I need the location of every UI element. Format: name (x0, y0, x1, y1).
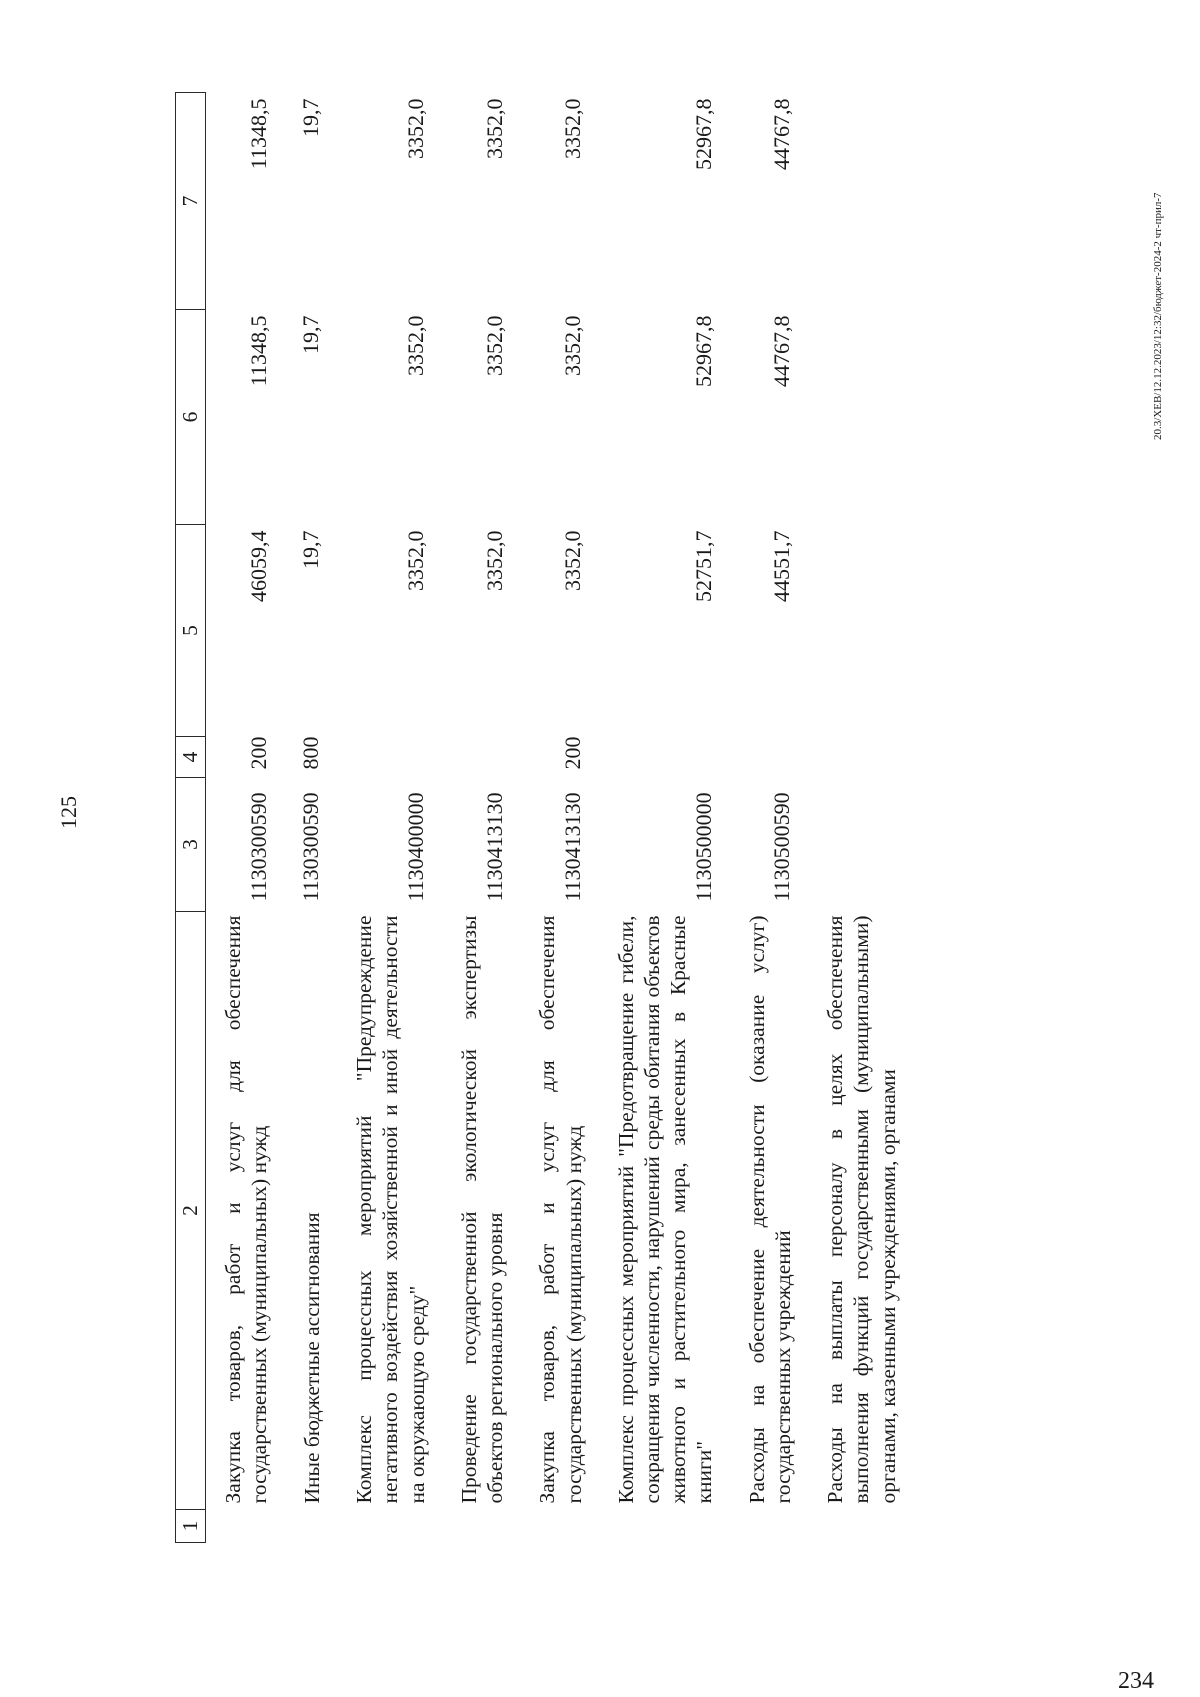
column-header: 1 (176, 1510, 206, 1543)
row-name: Закупка товаров, работ и услуг для обеспечения государственных (муниципальных) нужд (535, 915, 586, 1504)
row-name: Расходы на выплаты персоналу в целях обеспечения выполнения функций государственными (муниципальными) органами, казенными учреждениями, органами (823, 915, 900, 1504)
table-row (284, 93, 337, 1543)
row-value-col7: 52967,8 (690, 98, 716, 170)
row-value-col6: 11348,5 (245, 315, 271, 387)
row-target-code: 1130300590 (298, 792, 324, 902)
row-value-col5 (808, 525, 913, 737)
row-expense-type: 200 (245, 736, 271, 770)
row-value-col5: 19,7 (298, 530, 324, 569)
row-name: Расходы на обеспечение деятельности (оказание услуг) государственных учреждений (744, 915, 795, 1504)
row-target-code: 1130413130 (559, 792, 585, 902)
column-header: 2 (176, 912, 206, 1510)
row-expense-type (808, 737, 913, 778)
row-value-col7: 44767,8 (769, 98, 795, 170)
row-value-col7: 11348,5 (245, 98, 271, 170)
column-header: 3 (176, 778, 206, 912)
table-row (337, 93, 442, 1543)
row-value-col6: 44767,8 (769, 315, 795, 387)
row-value-col5: 3352,0 (403, 530, 429, 591)
row-value-col7: 19,7 (298, 98, 324, 137)
row-value-col6: 3352,0 (559, 315, 585, 376)
row-target-code: 1130413130 (481, 792, 507, 902)
row-expense-type (337, 737, 442, 778)
row-target-code: 1130400000 (403, 792, 429, 902)
row-value-col5: 52751,7 (690, 530, 716, 602)
row-target-code: 1130500590 (769, 792, 795, 902)
row-value-col6: 52967,8 (690, 315, 716, 387)
row-value-col7: 3352,0 (559, 98, 585, 159)
page-number: 125 (56, 796, 81, 829)
row-value-col5: 3352,0 (559, 530, 585, 591)
row-value-col6 (808, 310, 913, 525)
row-name: Иные бюджетные ассигнования (300, 1212, 325, 1504)
table-row (599, 93, 730, 1543)
row-expense-type: 200 (559, 736, 585, 770)
row-value-col7 (808, 93, 913, 310)
budget-table-container (175, 93, 1060, 1543)
row-target-code: 1130500000 (690, 792, 716, 902)
table-row (730, 93, 808, 1543)
row-expense-type (442, 737, 520, 778)
column-header: 5 (176, 525, 206, 737)
table-row (520, 93, 598, 1543)
row-value-col5: 3352,0 (481, 530, 507, 591)
table-row (808, 93, 913, 1543)
row-expense-type: 800 (298, 736, 324, 770)
row-value-col5: 46059,4 (245, 530, 271, 602)
row-name: Проведение государственной экологической экспертизы объектов регионального уровня (456, 915, 508, 1504)
row-name: Комплекс процессных мероприятий "Предупреждение негативного воздействия хозяйственной и иной деятельности на окружающую среду" (352, 915, 429, 1504)
column-header: 6 (176, 310, 206, 525)
row-target-code (808, 778, 913, 912)
row-value-col5: 44551,7 (769, 530, 795, 602)
row-value-col6: 19,7 (298, 315, 324, 354)
table-header-row (176, 93, 206, 1543)
row-expense-type (730, 737, 808, 778)
row-expense-type (599, 737, 730, 778)
row-name: Закупка товаров, работ и услуг для обеспечения государственных (муниципальных) нужд (221, 915, 272, 1504)
row-value-col7: 3352,0 (403, 98, 429, 159)
row-name: Комплекс процессных мероприятий "Предотвращение гибели, сокращения численности, нарушений среды обитания объектов животного и растительного мира, занесенных в Красные книги" (613, 915, 717, 1504)
column-header: 7 (176, 93, 206, 310)
row-value-col6: 3352,0 (481, 315, 507, 376)
row-value-col6: 3352,0 (403, 315, 429, 376)
table-row (442, 93, 520, 1543)
sheet-number: 234 (1118, 1668, 1154, 1694)
row-value-col7: 3352,0 (481, 98, 507, 159)
column-header: 4 (176, 737, 206, 778)
budget-table (175, 92, 913, 1543)
document-footer-code: 20.3/ХЕВ/12.12.2023/12:32/бюджет-2024-2 чт-прил-7 (1152, 192, 1164, 440)
row-target-code: 1130300590 (245, 792, 271, 902)
table-row (206, 93, 285, 1543)
